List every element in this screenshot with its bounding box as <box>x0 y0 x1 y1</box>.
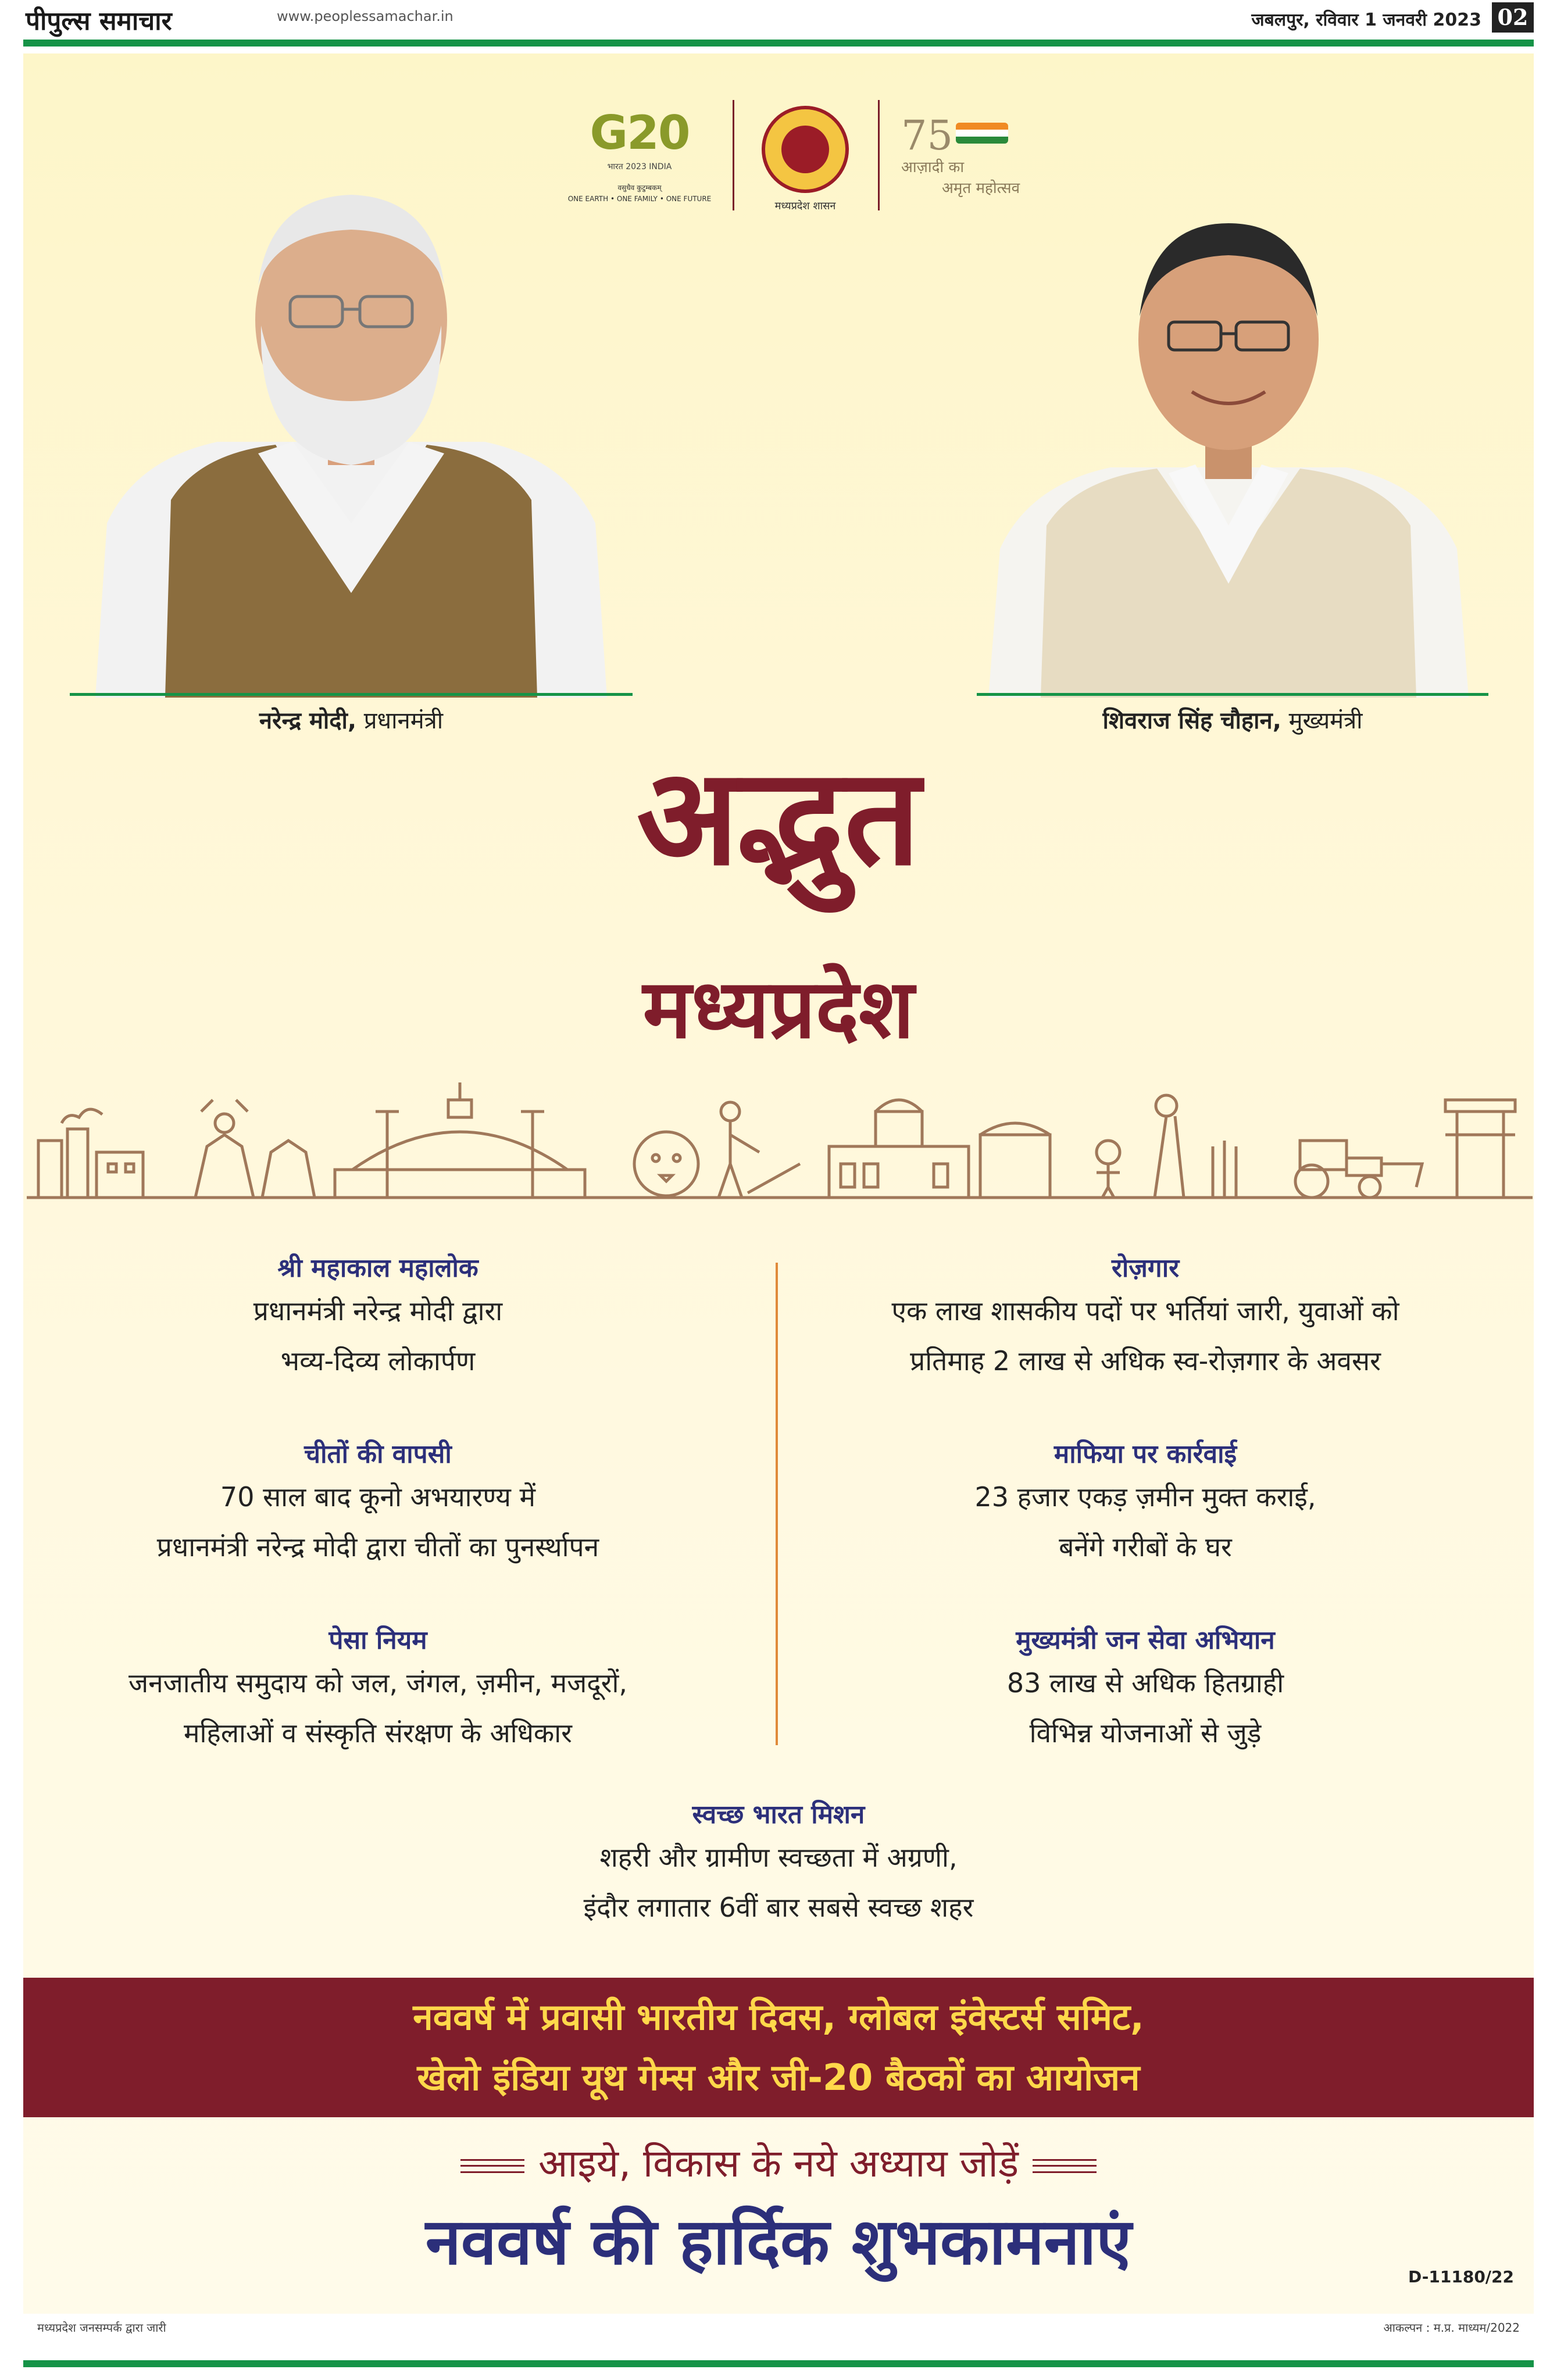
tractor-icon <box>1295 1141 1422 1198</box>
azadi-logo <box>901 112 1052 198</box>
tribal-dancer-icon <box>195 1100 315 1198</box>
woman-icon <box>1155 1095 1184 1198</box>
fact-jan-seva <box>791 1623 1500 1758</box>
headline-subtitle: मध्यप्रदेश <box>642 962 915 1057</box>
fact-title: चीतों की वापसी <box>304 1439 452 1469</box>
factory-icon <box>38 1109 143 1198</box>
fact-pesa <box>23 1623 733 1758</box>
wheat-icon <box>1213 1141 1236 1198</box>
fact-line: प्रतिमाह 2 लाख से अधिक स्व-रोज़गार के अवसर <box>910 1345 1381 1377</box>
fact-line: जनजातीय समुदाय को जल, जंगल, ज़मीन, मजदूरों, <box>128 1667 628 1699</box>
g20-sub: भारत 2023 INDIA <box>607 162 672 171</box>
logo-row <box>541 100 1064 216</box>
fact-title: पेसा नियम <box>328 1625 427 1655</box>
worker-icon <box>719 1102 800 1198</box>
child-icon <box>1097 1141 1120 1198</box>
fact-title: रोज़गार <box>1111 1253 1180 1283</box>
azadi-line1: आज़ादी का <box>901 159 965 176</box>
caption-left <box>70 703 633 735</box>
portrait-baseline-left <box>70 693 633 696</box>
tricolor-flag-icon <box>956 123 1008 144</box>
gateway-icon <box>1445 1100 1515 1198</box>
fact-mahakal <box>23 1251 733 1386</box>
fact-line: 23 हजार एकड़ ज़मीन मुक्त कराई, <box>974 1481 1316 1513</box>
fact-line: इंदौर लगातार 6वीं बार सबसे स्वच्छ शहर <box>583 1892 974 1923</box>
fact-line: 83 लाख से अधिक हितग्राही <box>1006 1667 1284 1699</box>
logo-divider <box>733 100 734 210</box>
top-rule <box>23 40 1534 47</box>
footer-design-credit: आकल्पन : म.प्र. माध्यम/2022 <box>1383 2321 1520 2335</box>
cheetah-icon <box>634 1132 698 1196</box>
azadi-line2: अमृत महोत्सव <box>942 180 1020 197</box>
decorative-rule-icon <box>460 2159 524 2173</box>
fact-title: श्री महाकाल महालोक <box>277 1253 478 1283</box>
caption-right-name: शिवराज सिंह चौहान, <box>1102 707 1281 734</box>
fact-line: शहरी और ग्रामीण स्वच्छता में अग्रणी, <box>599 1842 958 1873</box>
advertisement <box>23 53 1534 2314</box>
logo-divider <box>878 100 880 210</box>
closing-greeting <box>23 2138 1534 2285</box>
heritage-skyline-illustration <box>27 1077 1533 1205</box>
masthead <box>23 0 1534 36</box>
seal-icon <box>762 106 849 193</box>
dateline: जबलपुर, रविवार 1 जनवरी 2023 <box>1251 10 1481 30</box>
page-number: 02 <box>1492 2 1534 33</box>
g20-tagline: ONE EARTH • ONE FAMILY • ONE FUTURE <box>567 195 712 203</box>
decorative-rule-icon <box>1033 2159 1097 2173</box>
closing-line1: आइये, विकास के नये अध्याय जोड़ें <box>538 2141 1019 2186</box>
mp-seal-logo <box>750 106 860 213</box>
column-divider <box>776 1263 778 1745</box>
fact-title: स्वच्छ भारत मिशन <box>692 1800 865 1829</box>
fact-line: एक लाख शासकीय पदों पर भर्तियां जारी, युवाओं को <box>891 1295 1399 1327</box>
fact-line: बनेंगे गरीबों के घर <box>1059 1531 1232 1563</box>
events-banner <box>23 1978 1534 2117</box>
caption-right <box>977 703 1488 735</box>
fact-line: भव्य-दिव्य लोकार्पण <box>280 1345 476 1377</box>
closing-line2: नववर्ष की हार्दिक शुभकामनाएं <box>425 2204 1132 2279</box>
azadi-number: 75 <box>901 112 954 159</box>
banner-line1: नववर्ष में प्रवासी भारतीय दिवस, ग्लोबल इंवेस्टर्स समिट, <box>413 1996 1144 2038</box>
sanchi-stupa-icon <box>335 1082 585 1198</box>
newspaper-logo[interactable]: पीपुल्स समाचार <box>26 6 172 36</box>
fact-employment <box>791 1251 1500 1386</box>
fact-title: मुख्यमंत्री जन सेवा अभियान <box>1016 1625 1275 1655</box>
banner-line2: खेलो इंडिया यूथ गेम्स और जी-20 बैठकों का आयोजन <box>417 2056 1140 2099</box>
website-url[interactable]: www.peoplessamachar.in <box>277 8 453 24</box>
fact-line: प्रधानमंत्री नरेन्द्र मोदी द्वारा <box>253 1295 503 1327</box>
closing-line1-wrap <box>23 2138 1534 2190</box>
headline-title: अद्भुत <box>636 740 921 895</box>
caption-left-role: प्रधानमंत्री <box>356 707 444 734</box>
fact-cheetah <box>23 1437 733 1572</box>
g20-hindi: वसुधैव कुटुम्बकम् <box>617 184 662 192</box>
g20-text: G20 <box>590 106 690 160</box>
portrait-left <box>84 151 619 698</box>
caption-left-name: नरेन्द्र मोदी, <box>259 707 357 734</box>
palace-icon <box>829 1100 1050 1198</box>
fact-line: प्रधानमंत्री नरेन्द्र मोदी द्वारा चीतों का पुनर्स्थापन <box>156 1531 599 1563</box>
portrait-baseline-right <box>977 693 1488 696</box>
fact-line: 70 साल बाद कूनो अभयारण्य में <box>220 1481 536 1513</box>
portrait-right <box>977 200 1480 698</box>
fact-title: माफिया पर कार्रवाई <box>1054 1439 1237 1469</box>
fact-line: महिलाओं व संस्कृति संरक्षण के अधिकार <box>184 1717 572 1749</box>
ad-code: D-11180/22 <box>1408 2267 1514 2286</box>
seal-caption: मध्यप्रदेश शासन <box>774 200 836 212</box>
footer-issuer: मध्यप्रदेश जनसम्पर्क द्वारा जारी <box>37 2321 166 2335</box>
fact-line: विभिन्न योजनाओं से जुड़े <box>1029 1717 1262 1749</box>
fact-swachh-bharat <box>23 1797 1534 1932</box>
caption-right-role: मुख्यमंत्री <box>1281 707 1363 734</box>
fact-mafia <box>791 1437 1500 1572</box>
bottom-rule <box>23 2360 1534 2367</box>
